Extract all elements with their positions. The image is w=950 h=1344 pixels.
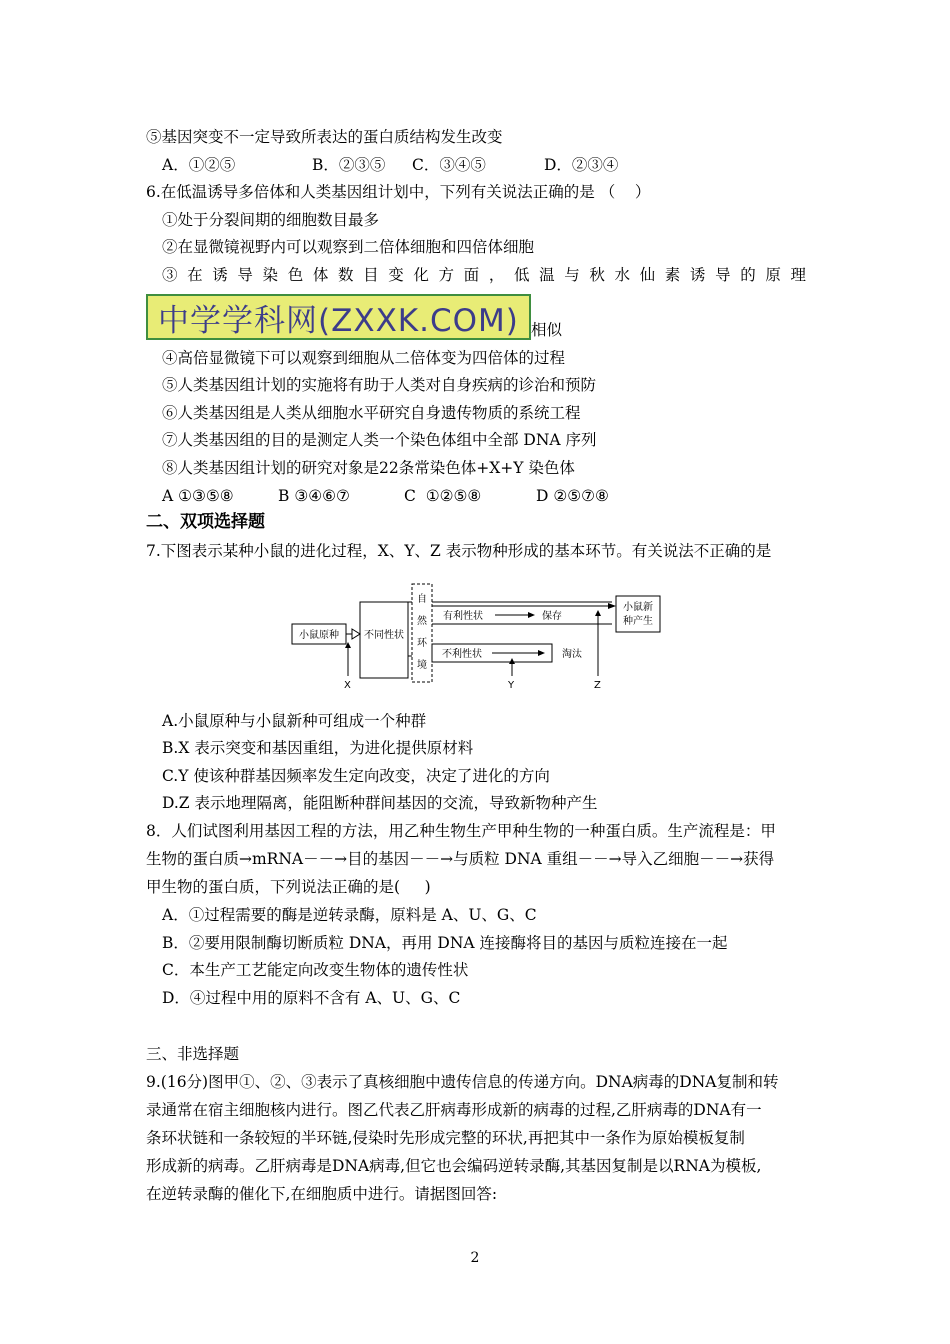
q9-line4: 形成新的病毒。乙肝病毒是DNA病毒,但它也会编码逆转录酶,其基因复制是以RNA为模板,: [146, 1157, 762, 1175]
q9-line1: 9.(16分)图甲①、②、③表示了真核细胞中遗传信息的传递方向。DNA病毒的DNA复制和转: [146, 1073, 779, 1091]
page-number: 2: [470, 1250, 480, 1266]
q7-option-a: A.小鼠原种与小鼠新种可组成一个种群: [162, 712, 427, 730]
q6-statement-4: ④高倍显微镜下可以观察到细胞从二倍体变为四倍体的过程: [162, 349, 566, 367]
env-char-1: 自: [417, 594, 427, 605]
q6-statement-8: ⑧人类基因组计划的研究对象是22条常染色体+X+Y 染色体: [162, 459, 575, 477]
q7-option-b: B.X 表示突变和基因重组，为进化提供原材料: [162, 739, 474, 757]
unfavorable-label: 不利性状: [442, 649, 482, 660]
q8-stem-line3: 甲生物的蛋白质，下列说法正确的是( ): [146, 878, 431, 896]
q6-statement-3-cont: 相似: [531, 321, 563, 339]
banner-text: 中学学科网(ZXXK.COM): [158, 302, 519, 339]
q5-statement-5: ⑤基因突变不一定导致所表达的蛋白质结构发生改变: [146, 128, 503, 146]
eliminate-label: 淘汰: [562, 649, 582, 660]
q6-statement-1: ①处于分裂间期的细胞数目最多: [162, 211, 380, 229]
q8-option-a: A．①过程需要的酶是逆转录酶，原料是 A、U、G、C: [162, 906, 537, 924]
section-2-heading: 二、双项选择题: [146, 512, 265, 532]
q5-option-b: B．②③⑤: [312, 156, 386, 174]
q7-option-d: D.Z 表示地理隔离，能阻断种群间基因的交流，导致新物种产生: [162, 794, 598, 812]
q6-statement-5: ⑤人类基因组计划的实施将有助于人类对自身疾病的诊治和预防: [162, 376, 597, 394]
q6-statement-2: ②在显微镜视野内可以观察到二倍体细胞和四倍体细胞: [162, 238, 535, 256]
q7-option-c: C.Y 使该种群基因频率发生定向改变，决定了进化的方向: [162, 767, 550, 785]
q6-statement-6: ⑥人类基因组是人类从细胞水平研究自身遗传物质的系统工程: [162, 404, 581, 422]
q8-stem-line2: 生物的蛋白质→mRNA－－→目的基因－－→与质粒 DNA 重组－－→导入乙细胞－－→获得: [146, 850, 775, 868]
q6-option-b: B ③④⑥⑦: [278, 487, 350, 505]
q6-statement-3: ③ 在 诱 导 染 色 体 数 目 变 化 方 面 ， 低 温 与 秋 水 仙 素 诱 导 的 原 理: [162, 266, 806, 284]
label-z: Z: [594, 680, 601, 690]
keep-label: 保存: [542, 611, 562, 622]
q6-option-a: A ①③⑤⑧: [162, 487, 234, 505]
q9-line3: 条环状链和一条较短的半环链,侵染时先形成完整的环状,再把其中一条作为原始模板复制: [146, 1129, 745, 1147]
label-y: Y: [508, 680, 515, 690]
q5-option-d: D．②③④: [544, 156, 619, 174]
q7-stem: 7.下图表示某种小鼠的进化过程，X、Y、Z 表示物种形成的基本环节。有关说法不正确的是: [146, 542, 772, 560]
favorable-label: 有利性状: [443, 611, 483, 622]
q6-stem: 6.在低温诱导多倍体和人类基因组计划中，下列有关说法正确的是 （ ）: [146, 183, 651, 201]
q9-line5: 在逆转录酶的催化下,在细胞质中进行。请据图回答:: [146, 1185, 498, 1203]
new-species-line2: 种产生: [623, 616, 653, 627]
q8-option-c: C．本生产工艺能定向改变生物体的遗传性状: [162, 961, 469, 979]
watermark-banner: [146, 294, 531, 340]
env-char-2: 然: [417, 616, 427, 627]
label-x: X: [344, 680, 351, 690]
traits-label: 不同性状: [364, 630, 404, 641]
q9-line2: 录通常在宿主细胞核内进行。图乙代表乙肝病毒形成新的病毒的过程,乙肝病毒的DNA有一: [146, 1101, 762, 1119]
evolution-diagram: [290, 580, 670, 690]
env-char-3: 环: [417, 638, 427, 649]
origin-label: 小鼠原种: [299, 630, 339, 641]
q8-stem-line1: 8．人们试图利用基因工程的方法，用乙种生物生产甲种生物的一种蛋白质。生产流程是：甲: [146, 822, 776, 840]
q8-option-b: B．②要用限制酶切断质粒 DNA，再用 DNA 连接酶将目的基因与质粒连接在一起: [162, 934, 728, 952]
q8-option-d: D．④过程中用的原料不含有 A、U、G、C: [162, 989, 461, 1007]
q6-option-c: C ①②⑤⑧: [404, 487, 482, 505]
new-species-line1: 小鼠新: [623, 602, 653, 613]
q5-option-c: C．③④⑤: [412, 156, 486, 174]
q5-option-a: A．①②⑤: [162, 156, 236, 174]
section-3-heading: 三、非选择题: [146, 1045, 240, 1063]
q6-option-d: D ②⑤⑦⑧: [536, 487, 609, 505]
q6-statement-7: ⑦人类基因组的目的是测定人类一个染色体组中全部 DNA 序列: [162, 431, 597, 449]
env-char-4: 境: [417, 660, 427, 671]
arrow-head: [352, 629, 360, 639]
